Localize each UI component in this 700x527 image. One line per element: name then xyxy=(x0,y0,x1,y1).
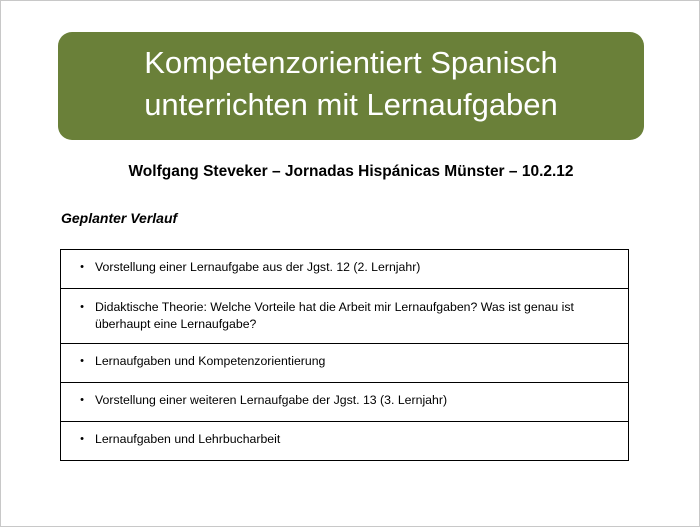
table-cell xyxy=(61,383,629,422)
table-cell xyxy=(61,344,629,383)
bullet-icon: • xyxy=(80,394,84,406)
table-row xyxy=(61,383,629,422)
table-row xyxy=(61,422,629,461)
agenda-item-text: Vorstellung einer weiteren Lernaufgabe der Jgst. 13 (3. Lernjahr) xyxy=(95,393,448,407)
title-line-1: Kompetenzorientiert Spanisch xyxy=(144,45,558,80)
agenda-item-text: Vorstellung einer Lernaufgabe aus der Jgst. 12 (2. Lernjahr) xyxy=(95,260,421,274)
table-row xyxy=(61,250,629,289)
bullet-icon: • xyxy=(80,261,84,273)
title-line-2: unterrichten mit Lernaufgaben xyxy=(144,87,558,122)
table-row xyxy=(61,289,629,344)
agenda-table xyxy=(60,249,629,461)
section-label: Geplanter Verlauf xyxy=(61,210,178,226)
table-cell xyxy=(61,250,629,289)
agenda-item-text: Didaktische Theorie: Welche Vorteile hat die Arbeit mir Lernaufgaben? Was ist genau ist überhaupt eine Lernaufgabe? xyxy=(95,300,574,331)
table-cell xyxy=(61,422,629,461)
agenda-item-text: Lernaufgaben und Kompetenzorientierung xyxy=(95,354,326,368)
table-row xyxy=(61,344,629,383)
table-cell xyxy=(61,289,629,344)
bullet-icon: • xyxy=(80,355,84,367)
slide-subtitle: Wolfgang Steveker – Jornadas Hispánicas Münster – 10.2.12 xyxy=(128,163,574,180)
bullet-icon: • xyxy=(80,301,84,313)
bullet-icon: • xyxy=(80,433,84,445)
agenda-item-text: Lernaufgaben und Lehrbucharbeit xyxy=(95,432,281,446)
title-banner xyxy=(58,32,644,140)
